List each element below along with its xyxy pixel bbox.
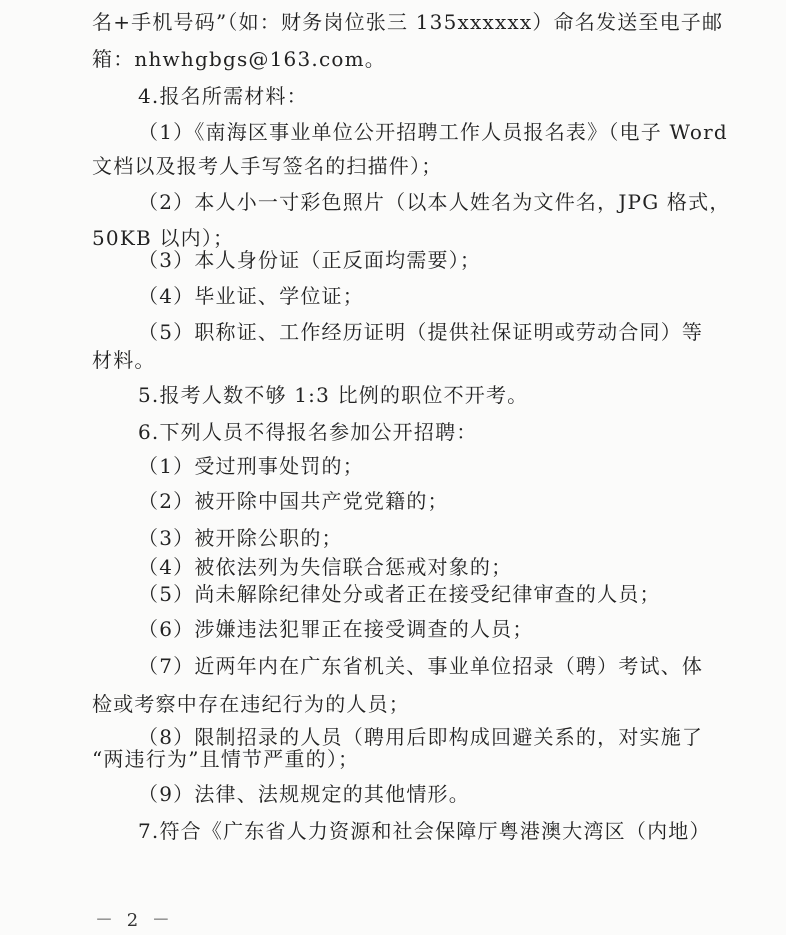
- text-line: 检或考察中存在违纪行为的人员；: [92, 692, 410, 716]
- list-item: （5）尚未解除纪律处分或者正在接受纪律审查的人员；: [138, 582, 661, 606]
- text-line: （3）本人身份证（正反面均需要）；: [138, 248, 482, 272]
- list-item: （8）限制招录的人员（聘用后即构成回避关系的，对实施了: [138, 725, 704, 749]
- list-item: （9）法律、法规规定的其他情形。: [138, 782, 470, 806]
- page-number: － 2 －: [95, 910, 174, 931]
- list-item: （3）被开除公职的；: [138, 526, 343, 550]
- text-line: （1）《南海区事业单位公开招聘工作人员报名表》（电子 Word: [138, 120, 728, 144]
- text-line: 文档以及报考人手写签名的扫描件）；: [92, 154, 443, 178]
- section-heading-ineligible: 6.下列人员不得报名参加公开招聘：: [138, 420, 478, 444]
- list-item: （6）涉嫌违法犯罪正在接受调查的人员；: [138, 617, 534, 641]
- list-item: （4）被依法列为失信联合惩戒对象的；: [138, 555, 513, 579]
- text-line: 名+手机号码”（如：财务岗位张三 135xxxxxx）命名发送至电子邮: [92, 10, 724, 34]
- text-line: 50KB 以内）；: [92, 226, 235, 250]
- text-line: “两违行为”且情节严重的）；: [92, 747, 360, 771]
- section-heading-qualification: 7.符合《广东省人力资源和社会保障厅粤港澳大湾区（内地）: [138, 819, 711, 843]
- section-heading-materials: 4.报名所需材料：: [138, 84, 308, 108]
- text-line: （4）毕业证、学位证；: [138, 284, 364, 308]
- list-item: （2）被开除中国共产党党籍的；: [138, 489, 449, 513]
- section-heading-ratio: 5.报考人数不够 1:3 比例的职位不开考。: [138, 383, 529, 407]
- text-line: （5）职称证、工作经历证明（提供社保证明或劳动合同）等: [138, 320, 704, 344]
- list-item: （1）受过刑事处罚的；: [138, 454, 364, 478]
- list-item: （7）近两年内在广东省机关、事业单位招录（聘）考试、体: [138, 654, 704, 678]
- text-line: （2）本人小一寸彩色照片（以本人姓名为文件名，JPG 格式，: [138, 190, 731, 214]
- text-line: 材料。: [92, 348, 156, 372]
- text-line: 箱：nhwhgbgs@163.com。: [92, 47, 386, 71]
